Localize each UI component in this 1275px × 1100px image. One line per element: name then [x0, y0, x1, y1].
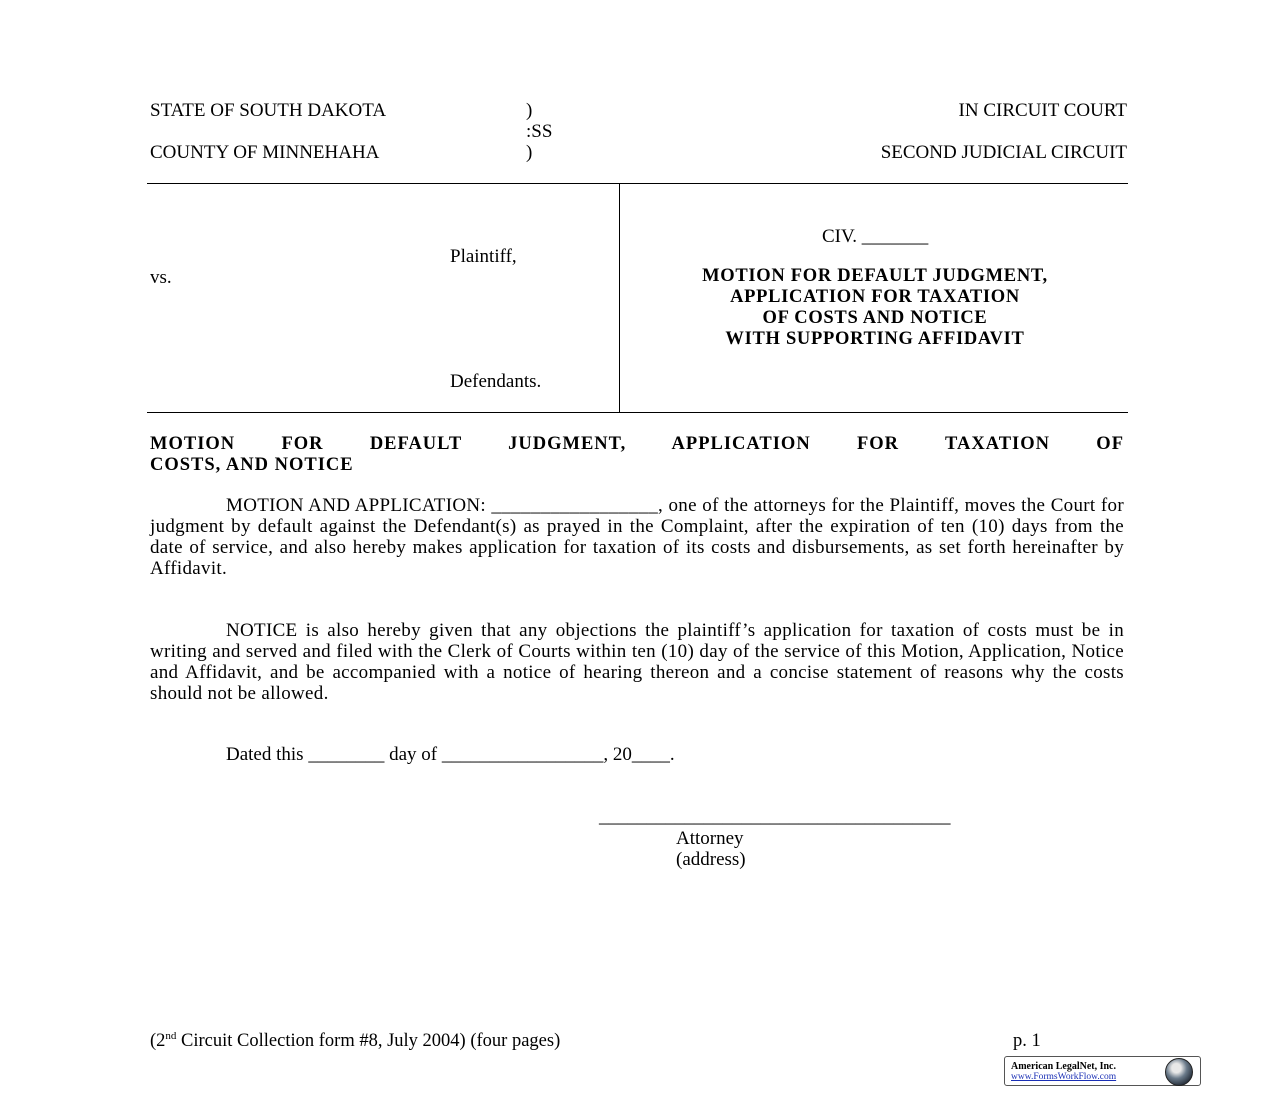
- plaintiff-label: Plaintiff,: [450, 246, 517, 267]
- vs-label: vs.: [150, 267, 172, 288]
- caption-paren-bottom: ): [526, 142, 533, 163]
- notice-paragraph: [150, 620, 1124, 704]
- county-label: COUNTY OF MINNEHAHA: [150, 142, 380, 163]
- forms-workflow-logo[interactable]: [1004, 1056, 1201, 1086]
- title-line: APPLICATION FOR TAXATION: [730, 287, 1020, 307]
- attorney-label: Attorney: [676, 828, 744, 849]
- notice-text: NOTICE is also hereby given that any objections the plaintiff’s application for taxation of costs must be in writing and served and filed with the Clerk of Courts within ten (10) day of the service of this Motion, Application, Notice and Affidavit, and be accompanied with a notice of hearing thereon and a concise statement of reasons why the costs should not be allowed.: [150, 620, 1124, 704]
- state-label: STATE OF SOUTH DAKOTA: [150, 100, 387, 121]
- section-heading: MOTION FOR DEFAULT JUDGMENT, APPLICATION FOR TAXATION OF: [150, 434, 1124, 454]
- circuit-label: SECOND JUDICIAL CIRCUIT: [880, 142, 1127, 163]
- page-number: p. 1: [1013, 1031, 1041, 1051]
- title-line: WITH SUPPORTING AFFIDAVIT: [725, 329, 1025, 349]
- footer-prefix: (2: [150, 1031, 166, 1051]
- logo-company: American LegalNet, Inc.: [1011, 1061, 1116, 1072]
- footer-sup: nd: [165, 1029, 177, 1042]
- footer-rest: Circuit Collection form #8, July 2004) (four pages): [176, 1031, 561, 1051]
- caption-ss: :SS: [526, 121, 553, 142]
- dated-line: Dated this ________ day of _________________, 20____.: [226, 744, 675, 765]
- defendants-label: Defendants.: [450, 371, 542, 392]
- caption-divider: [619, 183, 620, 413]
- motion-paragraph: [150, 495, 1124, 579]
- caption-paren-top: ): [526, 100, 533, 121]
- civ-number: CIV. _______: [822, 226, 929, 247]
- section-heading-cont: COSTS, AND NOTICE: [150, 455, 354, 475]
- document-title: [625, 266, 1125, 350]
- caption-bottom-rule: [147, 412, 1128, 413]
- motion-text: MOTION AND APPLICATION: _________________, one of the attorneys for the Plaintiff, moves the Court for judgment by default against the Defendant(s) as prayed in the Complaint, after the expiration of ten (10) days from the date of service, and also hereby makes application for taxation of its costs and disbursements, as set forth hereinafter by Affidavit.: [150, 495, 1124, 579]
- caption-top-rule: [147, 183, 1128, 184]
- address-label: (address): [676, 849, 746, 870]
- title-line: OF COSTS AND NOTICE: [762, 308, 988, 328]
- form-footer: [150, 1029, 561, 1051]
- signature-line: _____________________________________: [599, 806, 951, 827]
- logo-link[interactable]: www.FormsWorkFlow.com: [1011, 1072, 1117, 1082]
- globe-icon: [1165, 1058, 1193, 1086]
- title-line: MOTION FOR DEFAULT JUDGMENT,: [702, 266, 1048, 286]
- court-label: IN CIRCUIT COURT: [958, 100, 1127, 121]
